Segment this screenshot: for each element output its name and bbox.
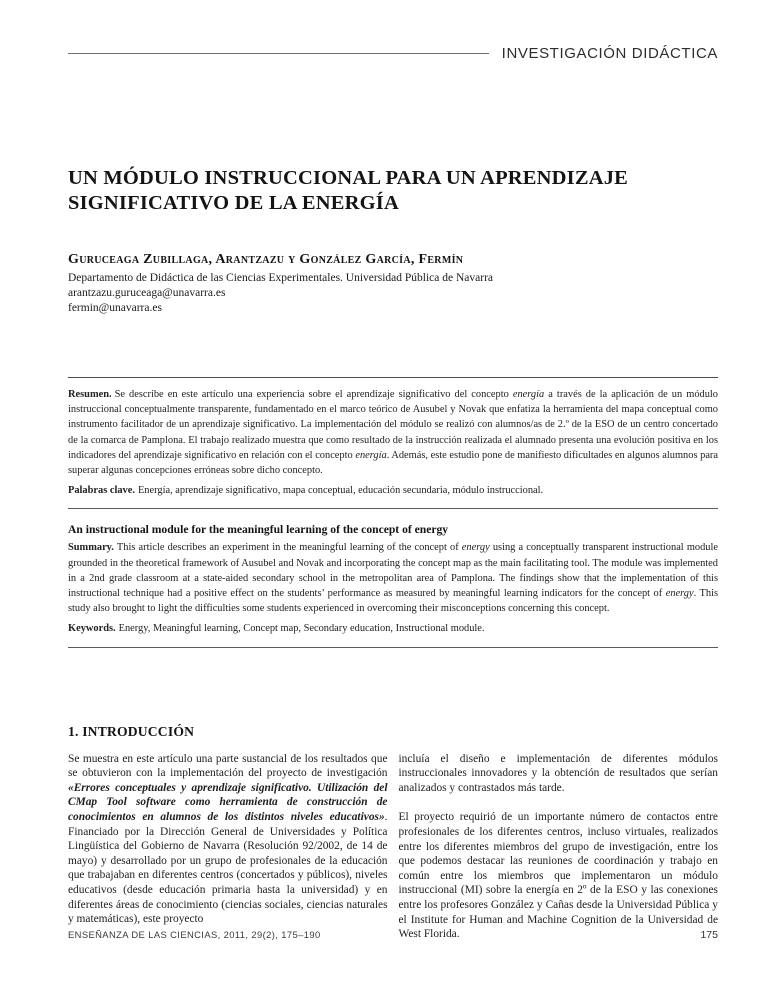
rule-below-keywords — [68, 647, 718, 648]
page-number: 175 — [700, 929, 718, 941]
abstract-es-label: Resumen. — [68, 389, 112, 400]
author-email-2: fermin@unavarra.es — [68, 302, 162, 314]
keywords-es-text: Energía, aprendizaje significativo, mapa conceptual, educación secundaria, módulo instruccional. — [137, 485, 544, 497]
abstract-es-paragraph — [68, 387, 718, 478]
keywords-en-text: Energy, Meaningful learning, Concept map, Secondary education, Instructional module. — [118, 623, 485, 635]
abstract-en — [68, 540, 718, 636]
keywords-en-line — [68, 621, 718, 636]
abstract-en-label: Summary. — [68, 542, 114, 554]
article-title — [68, 166, 718, 216]
keywords-es-label: Palabras clave. — [68, 485, 135, 497]
section-heading-introduction: 1. INTRODUCCIÓN — [68, 723, 195, 739]
intro-column-left — [68, 752, 388, 942]
article-title-line-2: SIGNIFICATIVO DE LA ENERGÍA — [68, 192, 399, 214]
rule-above-abstract — [68, 377, 718, 378]
introduction-columns — [68, 752, 718, 942]
masthead-rule — [68, 53, 489, 54]
rule-between-abstracts — [68, 508, 718, 509]
abstract-es — [68, 387, 718, 498]
masthead — [68, 45, 718, 62]
journal-citation: ENSEÑANZA DE LAS CIENCIAS, 2011, 29(2), 175–190 — [68, 929, 321, 940]
masthead-label: INVESTIGACIÓN DIDÁCTICA — [501, 45, 718, 62]
abstract-es-text: Se describe en este artículo una experiencia sobre el aprendizaje significativo del concepto energía a través de la aplicación de un módulo instruccional conceptualmente transparente, fundamentado en el marco teórico de Ausubel y Novak que enfatiza la herramienta del mapa conceptual como instrumento facilitador de un aprendizaje significativo. La implementación del módulo se realizó con alumnos/as de 2.º de la ESO de un centro concertado de la comarca de Pamplona. El trabajo realizado muestra que como resultado de la instrucción realizada el alumnado presenta una evolución positiva en los indicadores del aprendizaje significativo en relación con el concepto energía. Además, este estudio pone de manifiesto dificultades en algunos alumnos para superar algunas concepciones erróneas sobre dicho concepto. — [68, 389, 719, 477]
author-names: Guruceaga Zubillaga, Arantzazu y González García, Fermín — [68, 252, 464, 267]
author-affiliation: Departamento de Didáctica de las Ciencias Experimentales. Universidad Pública de Navarra — [68, 272, 494, 284]
author-email-1: arantzazu.guruceaga@unavarra.es — [68, 287, 226, 299]
abstract-en-paragraph — [68, 540, 718, 616]
article-title-line-1: UN MÓDULO INSTRUCCIONAL PARA UN APRENDIZAJE — [68, 167, 629, 189]
abstract-en-title: An instructional module for the meaningful learning of the concept of energy — [68, 523, 449, 537]
abstract-en-text: This article describes an experiment in the meaningful learning of the concept of energy using a conceptually transparent instructional module grounded in the theoretical framework of Ausubel and Novak and incorporating the concept map as the main facilitating tool. The module was implemented in a 2nd grade classroom at a state-aided secondary school in the metropolitan area of Pamplona. The findings show that the implementation of this instructional technique had a positive effect on the students’ performance as measured by meaningful learning indicators for the concept of energy. This study also brought to light the difficulties some students experienced in overcoming their misconceptions concerning this concept. — [68, 542, 718, 615]
intro-left-paragraph: Se muestra en este artículo una parte sustancial de los resultados que se obtuvieron con la implementación del proyecto de investigación «Errores conceptuales y aprendizaje significativo. Utilización del CMap Tool software como herramienta de construcción de conocimientos en alumnos de los distintos niveles educativos». Financiado por la Dirección General de Universidades y Política Lingüística del Gobierno de Navarra (Resolución 92/2002, de 14 de mayo) y desarrollado por un grupo de profesionales de la educación que trabajaban en diferentes centros (concertados y públicos), niveles educativos (desde educación primaria hasta la universidad) y en diferentes áreas de conocimiento (ciencias sociales, ciencias naturales y matemáticas), este proyecto — [68, 752, 388, 926]
page-footer — [68, 929, 718, 941]
keywords-es-line — [68, 483, 718, 498]
intro-column-right — [399, 752, 719, 942]
intro-right-paragraph-1: incluía el diseño e implementación de diferentes módulos instruccionales innovadores y la obtención de resultados que serían analizados y contrastados más tarde. — [398, 752, 718, 794]
keywords-en-label: Keywords. — [68, 623, 116, 635]
authors-block — [68, 252, 718, 316]
intro-right-paragraph-2: El proyecto requirió de un importante número de contactos entre profesionales de los diferentes centros, incluso virtuales, realizados entre los diferentes miembros del grupo de investigación, entre los que podemos destacar las reuniones de coordinación y trabajo en común entre los miembros que implementaron un módulo instruccional (MI) sobre la energía en 2º de la ESO y las conexiones entre los profesores González y Cañas desde la Universidad Pública y el Institute for Human and Machine Cognition de la Universidad de West Florida. — [398, 811, 718, 941]
